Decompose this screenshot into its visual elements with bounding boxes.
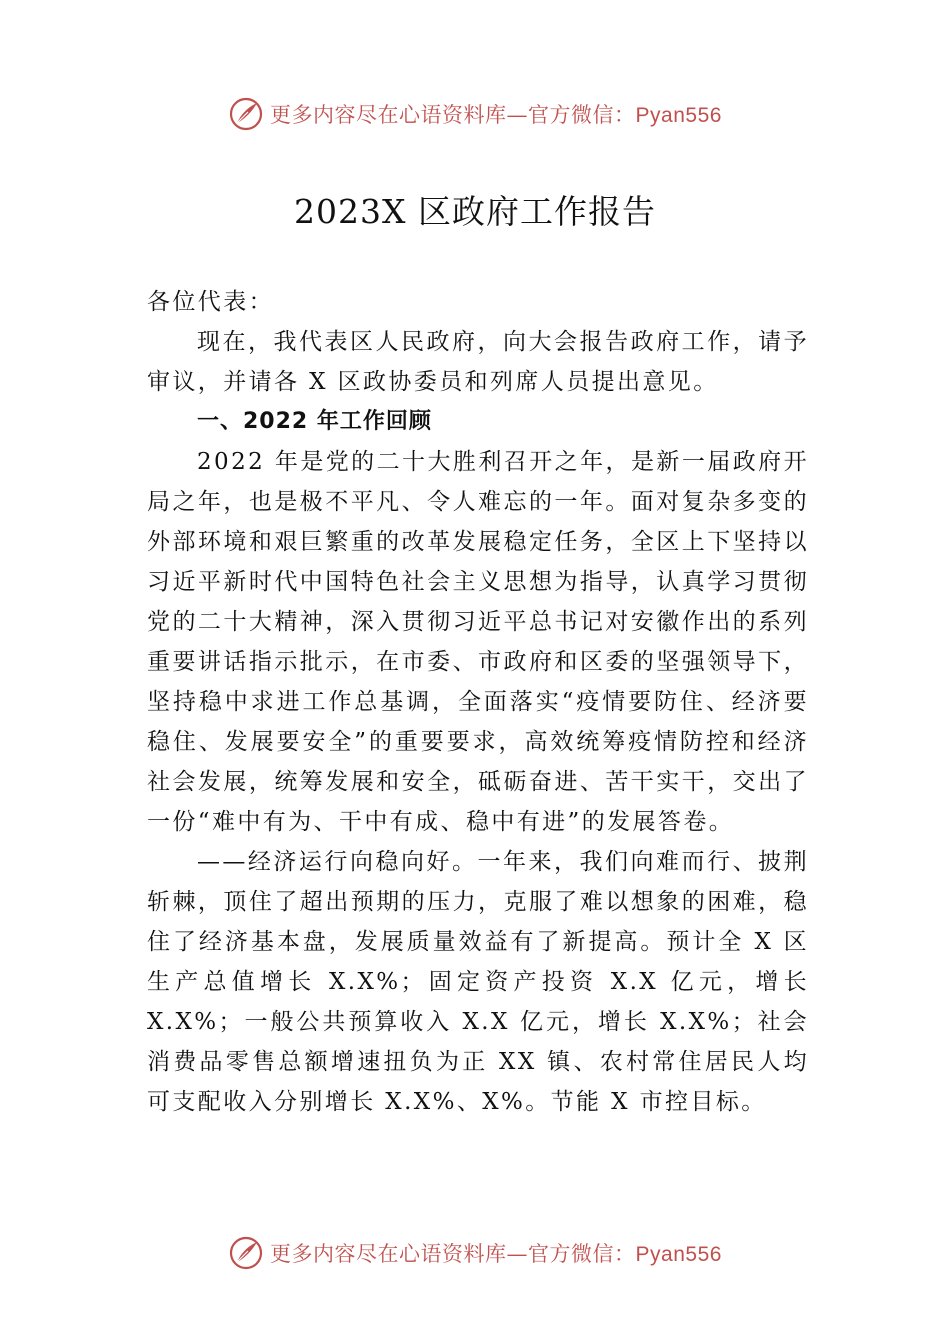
paragraph-intro: 现在，我代表区人民政府，向大会报告政府工作，请予审议，并请各 X 区政协委员和列席人员提出意见。 [147, 329, 809, 395]
wechat-id: Pyan556 [635, 1243, 722, 1266]
salutation: 各位代表： [147, 289, 274, 315]
wechat-id: Pyan556 [635, 104, 722, 127]
feather-pen-icon [228, 1235, 264, 1271]
section-heading: 一、2022 年工作回顾 [197, 409, 432, 434]
footer-banner [0, 1233, 950, 1273]
paragraph-review: 2022 年是党的二十大胜利召开之年，是新一届政府开局之年，也是极不平凡、令人难忘的一年。面对复杂多变的外部环境和艰巨繁重的改革发展稳定任务，全区上下坚持以习近平新时代中国特色社会主义思想为指导，认真学习贯彻党的二十大精神，深入贯彻习近平总书记对安徽作出的系列重要讲话指示批示，在市委、市政府和区委的坚强领导下，坚持稳中求进工作总基调，全面落实“疫情要防住、经济要稳住、发展要安全”的重要要求，高效统筹疫情防控和经济社会发展，统筹发展和安全，砥砺奋进、苦干实干，交出了一份“难中有为、干中有成、稳中有进”的发展答卷。 [147, 449, 809, 835]
document-title: 2023X 区政府工作报告 [294, 192, 656, 231]
paragraph-economy: ——经济运行向稳向好。一年来，我们向难而行、披荆斩棘，顶住了超出预期的压力，克服了难以想象的困难，稳住了经济基本盘，发展质量效益有了新提高。预计全 X 区生产总值增长 X.X%；固定资产投资 X.X 亿元，增长 X.X%；一般公共预算收入 X.X 亿元，增长 X.X%；社会消费品零售总额增速扭负为正 XX 镇、农村常住居民人均可支配收入分别增长 X.X%、X%。节能 X 市控目标。 [147, 849, 809, 1115]
banner-text: 更多内容尽在心语资料库—官方微信：Pyan556 [270, 103, 722, 127]
banner-text: 更多内容尽在心语资料库—官方微信：Pyan556 [270, 1242, 722, 1266]
document-body [147, 282, 809, 1122]
feather-pen-icon [228, 96, 264, 132]
header-banner [0, 94, 950, 134]
